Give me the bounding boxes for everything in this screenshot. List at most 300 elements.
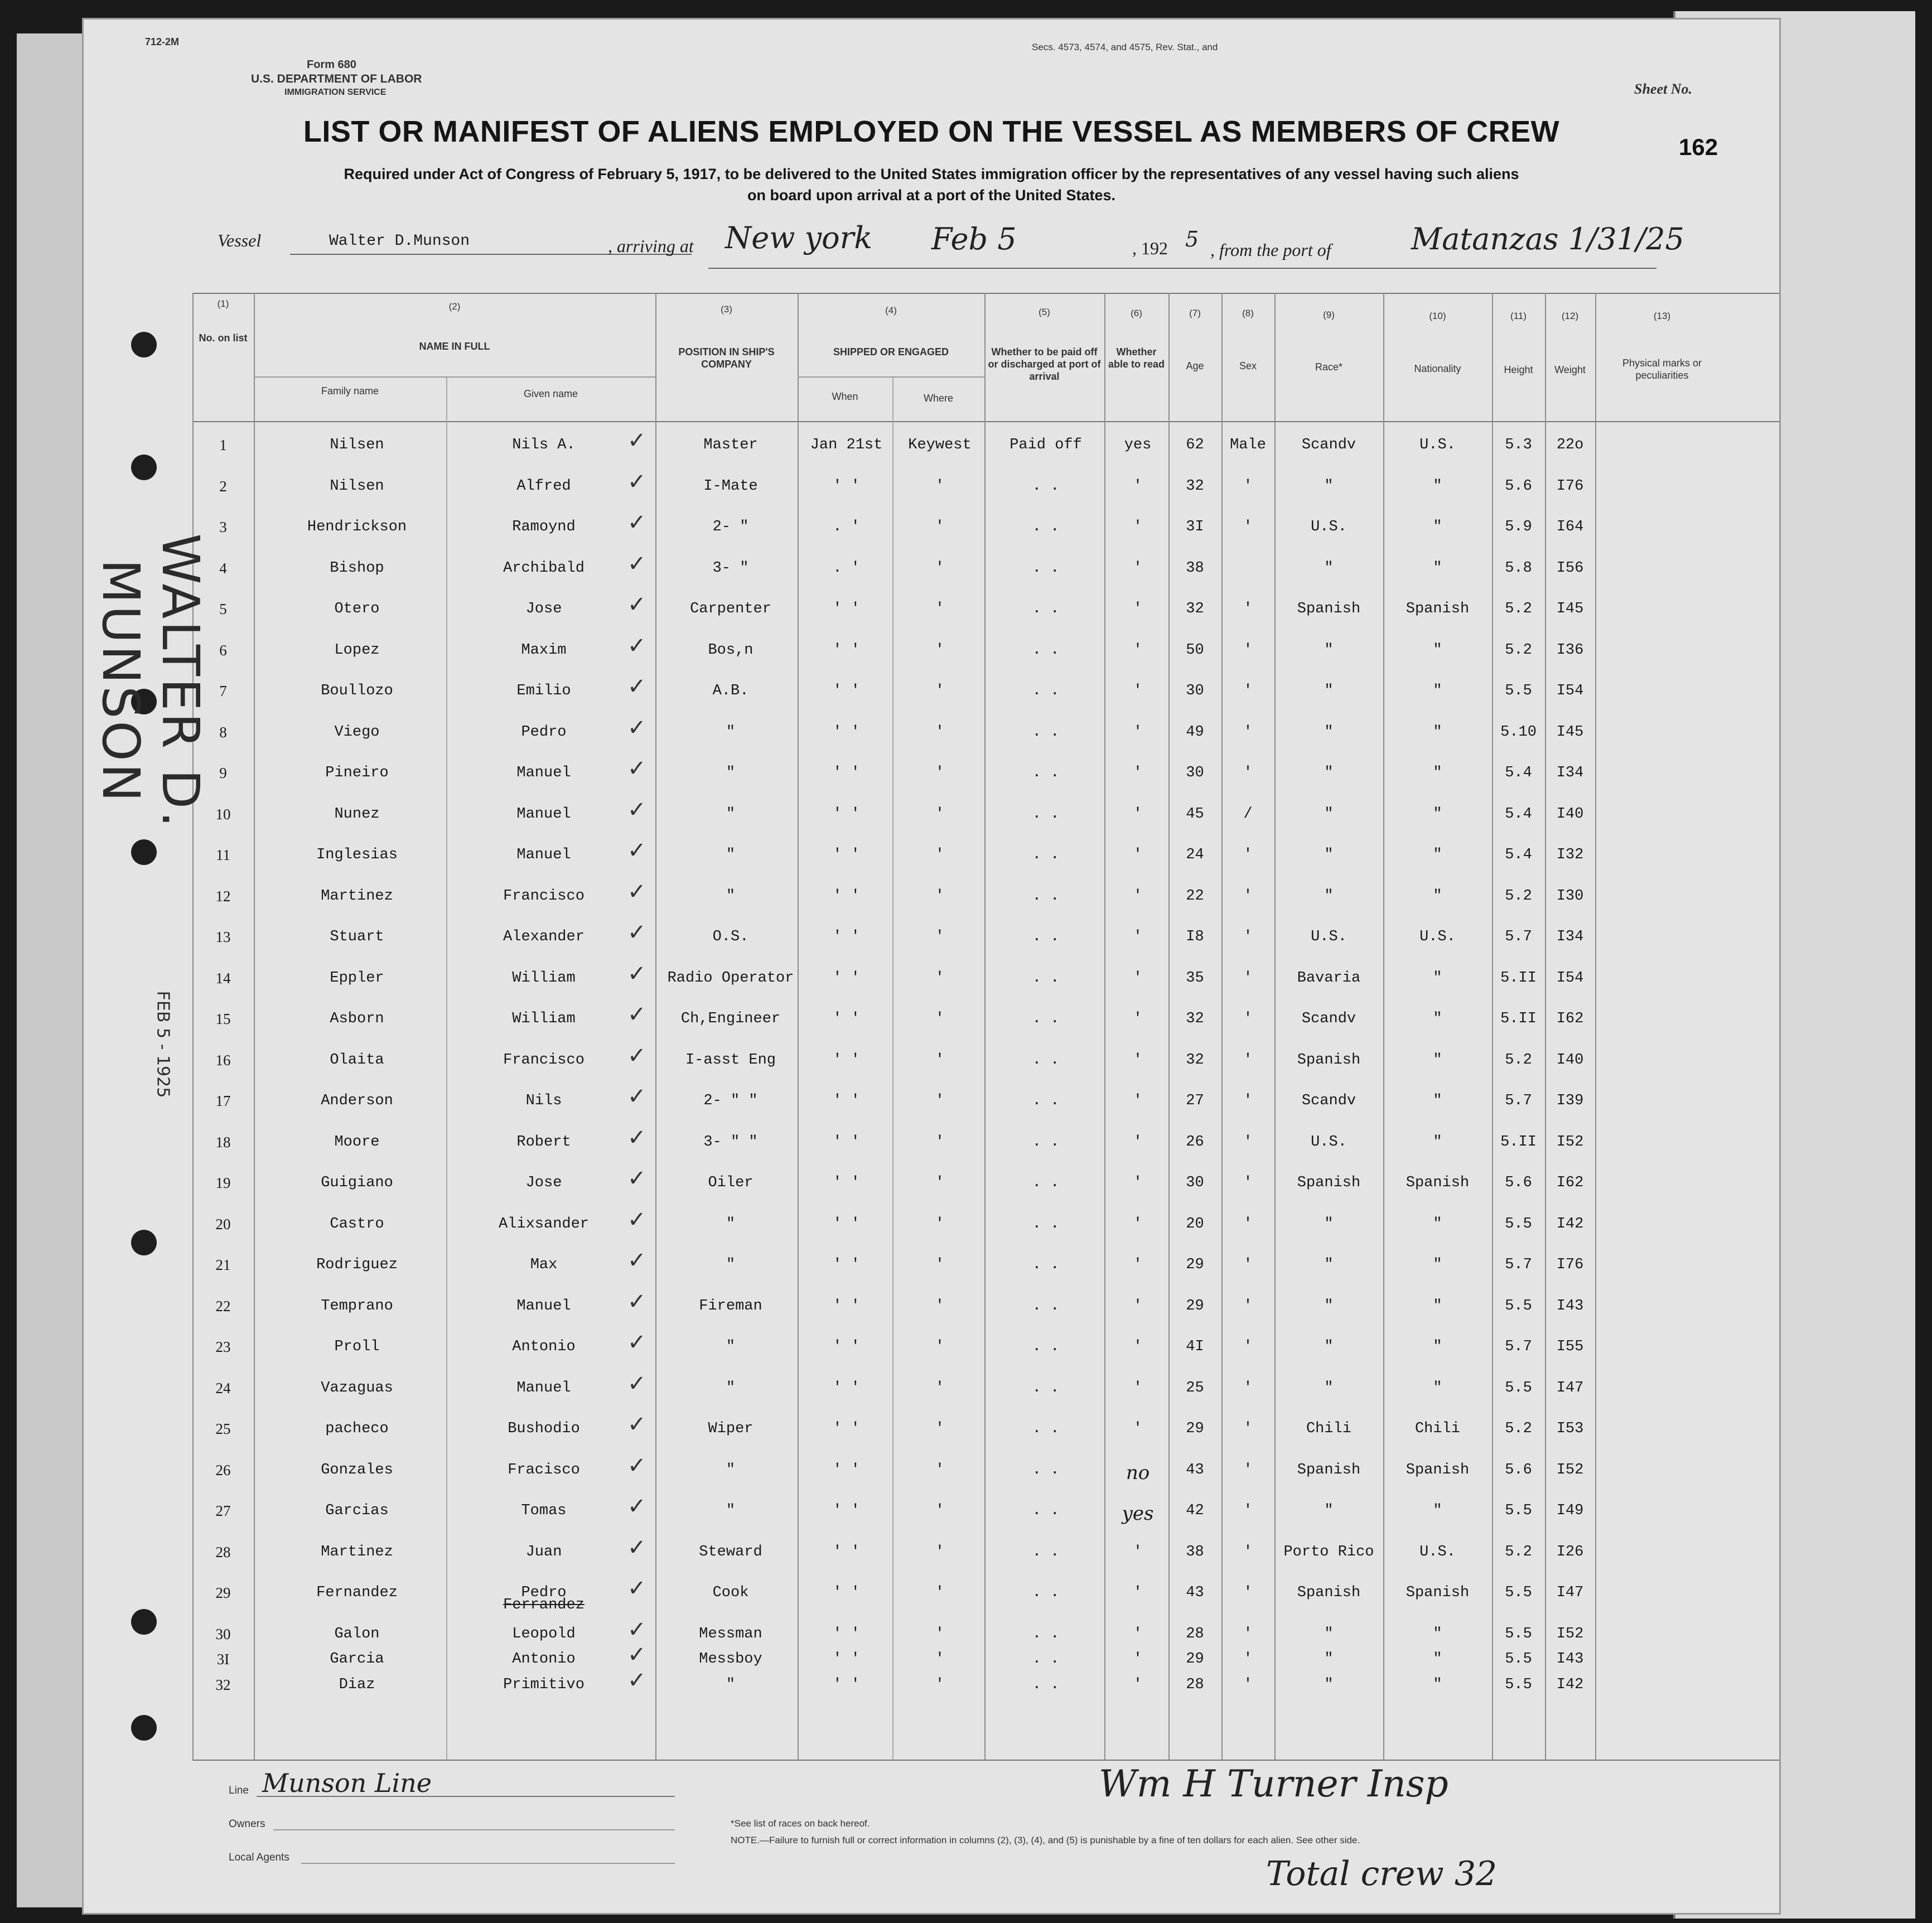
crew-read-cell: ' xyxy=(1133,969,1143,987)
crew-nationality-cell: " xyxy=(1433,1011,1442,1027)
crew-height-cell: 5.II xyxy=(1500,1011,1537,1027)
crew-when-cell: ' ' xyxy=(833,1175,860,1191)
check-mark-icon: ✓ xyxy=(627,632,646,659)
crew-given-cell: Nils xyxy=(525,1093,562,1109)
crew-no-cell: 3 xyxy=(219,519,227,535)
crew-position-cell: Ch,Engineer xyxy=(680,1011,781,1027)
crew-weight-cell: I36 xyxy=(1556,641,1584,659)
crew-race-cell: " xyxy=(1324,559,1334,577)
crew-when-cell: ' ' xyxy=(833,1011,860,1027)
check-mark-icon: ✓ xyxy=(627,1667,646,1693)
crew-when-cell: ' ' xyxy=(833,1584,860,1601)
crew-weight-cell: I62 xyxy=(1556,1011,1584,1027)
crew-nationality-cell: " xyxy=(1433,723,1442,741)
crew-read-cell: ' xyxy=(1133,683,1143,699)
crew-where-cell: ' xyxy=(935,1543,945,1560)
crew-weight-cell: I43 xyxy=(1556,1651,1584,1668)
crew-race-cell: Scandv xyxy=(1301,1093,1356,1109)
crew-paid-cell: . . xyxy=(1032,1651,1060,1668)
crew-no-cell: 20 xyxy=(215,1215,231,1233)
check-mark-icon: ✓ xyxy=(627,1494,646,1519)
crew-paid-cell: . . xyxy=(1032,519,1060,535)
col4-where-head: Where xyxy=(923,393,953,404)
col1-head: No. on list xyxy=(199,332,248,344)
crew-sex-cell: ' xyxy=(1243,1297,1253,1315)
crew-race-cell: " xyxy=(1324,1257,1334,1273)
crew-height-cell: 5.2 xyxy=(1505,1051,1532,1069)
crew-sex-cell: ' xyxy=(1243,765,1253,781)
crew-nationality-cell: " xyxy=(1433,477,1442,495)
crew-given-cell: Robert xyxy=(516,1133,571,1151)
crew-position-cell: Carpenter xyxy=(690,601,771,617)
crew-paid-cell: . . xyxy=(1032,1625,1060,1642)
crew-position-cell: Radio Operator xyxy=(667,969,794,987)
crew-weight-cell: I32 xyxy=(1556,847,1584,863)
col1-num: (1) xyxy=(217,298,229,309)
crew-when-cell: Jan 21st xyxy=(810,437,883,453)
crew-height-cell: 5.2 xyxy=(1505,1420,1532,1437)
arrival-date: Feb 5 xyxy=(931,221,1017,257)
crew-sex-cell: ' xyxy=(1243,1625,1253,1642)
crew-sex-cell: ' xyxy=(1243,1502,1253,1519)
crew-no-cell: 4 xyxy=(219,559,227,577)
crew-height-cell: 5.7 xyxy=(1505,1257,1532,1273)
crew-weight-cell: I39 xyxy=(1556,1093,1584,1109)
col4-num: (4) xyxy=(885,305,897,316)
service: IMMIGRATION SERVICE xyxy=(284,88,387,97)
sheet-label: Sheet No. xyxy=(1634,81,1692,97)
punch-hole xyxy=(131,332,157,357)
year-digit: 5 xyxy=(1185,227,1199,252)
crew-sex-cell: ' xyxy=(1243,477,1253,495)
crew-given-cell: Leopold xyxy=(512,1625,576,1642)
crew-family-cell: Pineiro xyxy=(325,765,389,781)
crew-given-cell: Alfred xyxy=(516,477,571,495)
crew-race-cell: Chili xyxy=(1306,1420,1351,1437)
crew-sex-cell: ' xyxy=(1243,1175,1253,1191)
crew-read-cell: ' xyxy=(1133,1584,1143,1601)
crew-given-cell: Juan xyxy=(525,1543,562,1560)
owners-label: Owners xyxy=(229,1818,265,1830)
check-mark-icon: ✓ xyxy=(627,510,646,535)
check-mark-icon: ✓ xyxy=(627,1124,646,1151)
crew-read-cell: ' xyxy=(1133,1543,1143,1560)
crew-when-cell: ' ' xyxy=(833,1133,860,1151)
crew-paid-cell: . . xyxy=(1032,1420,1060,1437)
crew-race-cell: " xyxy=(1324,723,1334,741)
crew-position-cell: " xyxy=(726,1502,736,1519)
crew-position-cell: Steward xyxy=(699,1543,762,1560)
crew-sex-cell: ' xyxy=(1243,1420,1253,1437)
crew-race-cell: " xyxy=(1324,847,1334,863)
crew-height-cell: 5.8 xyxy=(1505,559,1532,577)
crew-race-cell: " xyxy=(1324,887,1334,905)
crew-nationality-cell: " xyxy=(1433,1651,1442,1668)
crew-when-cell: ' ' xyxy=(833,1297,860,1315)
crew-family-cell: Fernandez xyxy=(316,1584,398,1601)
col11-head: Height xyxy=(1504,364,1533,375)
col12-num: (12) xyxy=(1561,311,1579,321)
crew-when-cell: ' ' xyxy=(833,1625,860,1642)
crew-height-cell: 5.5 xyxy=(1505,1584,1532,1601)
subhead-rule xyxy=(798,376,984,378)
crew-age-cell: 4I xyxy=(1186,1339,1204,1355)
col7-num: (7) xyxy=(1189,308,1201,318)
crew-weight-cell: I47 xyxy=(1556,1584,1584,1601)
crew-weight-cell: I34 xyxy=(1556,929,1584,945)
col3-num: (3) xyxy=(721,304,732,315)
crew-paid-cell: . . xyxy=(1032,601,1060,617)
crew-sex-cell: ' xyxy=(1243,1461,1253,1479)
crew-no-cell: 7 xyxy=(219,683,227,699)
crew-read-cell: yes xyxy=(1122,1502,1154,1525)
crew-family-cell: Martinez xyxy=(321,887,393,905)
crew-no-cell: 26 xyxy=(215,1461,231,1479)
check-mark-icon: ✓ xyxy=(627,878,646,905)
crew-height-cell: 5.6 xyxy=(1505,1175,1532,1191)
crew-read-cell: ' xyxy=(1133,1133,1143,1151)
crew-race-cell: Scandv xyxy=(1301,437,1356,453)
crew-position-cell: I-Mate xyxy=(703,477,758,495)
crew-position-cell: Wiper xyxy=(708,1420,754,1437)
col-rule xyxy=(984,293,986,1760)
check-mark-icon: ✓ xyxy=(627,1534,646,1560)
crew-nationality-cell: Chili xyxy=(1414,1420,1460,1437)
col10-head: Nationality xyxy=(1414,363,1461,374)
crew-given-cell: Francisco xyxy=(503,1051,585,1069)
check-mark-icon: ✓ xyxy=(627,1084,646,1109)
col5-head: Whether to be paid off or discharged at port of arrival xyxy=(988,346,1101,382)
crew-when-cell: ' ' xyxy=(833,1651,860,1668)
crew-where-cell: Keywest xyxy=(908,437,972,453)
crew-age-cell: 20 xyxy=(1186,1215,1204,1233)
crew-given-cell: Manuel xyxy=(516,805,571,823)
from-port: Matanzas 1/31/25 xyxy=(1411,221,1684,257)
crew-sex-cell: ' xyxy=(1243,683,1253,699)
crew-nationality-cell: " xyxy=(1433,683,1442,699)
crew-no-cell: 27 xyxy=(215,1502,231,1519)
subtitle-line-1: Required under Act of Congress of February 5, 1917, to be delivered to the United States immigration officer by the representatives of any vessel having such aliens xyxy=(344,166,1519,182)
crew-height-cell: 5.5 xyxy=(1505,1651,1532,1668)
crew-position-cell: Master xyxy=(703,437,758,453)
col9-num: (9) xyxy=(1323,310,1335,320)
check-mark-icon: ✓ xyxy=(627,1642,646,1668)
crew-age-cell: 32 xyxy=(1186,1011,1204,1027)
crew-no-cell: 17 xyxy=(215,1093,231,1109)
col4-when-head: When xyxy=(832,391,858,402)
sheet-number: 162 xyxy=(1679,134,1718,160)
crew-weight-cell: I42 xyxy=(1556,1676,1584,1693)
total-crew: Total crew 32 xyxy=(1266,1854,1498,1893)
check-mark-icon: ✓ xyxy=(627,920,646,945)
crew-weight-cell: I47 xyxy=(1556,1379,1584,1397)
crew-given-cell: Antonio xyxy=(512,1651,576,1668)
crew-weight-cell: I52 xyxy=(1556,1461,1584,1479)
check-mark-icon: ✓ xyxy=(627,1288,646,1315)
punch-hole xyxy=(131,1715,157,1741)
manifest-sheet xyxy=(84,20,1779,1913)
crew-race-cell: U.S. xyxy=(1311,929,1347,945)
crew-height-cell: 5.2 xyxy=(1505,641,1532,659)
col13-head: Physical marks or peculiarities xyxy=(1622,357,1702,381)
crew-read-cell: ' xyxy=(1133,1651,1143,1668)
crew-read-cell: ' xyxy=(1133,641,1143,659)
crew-position-cell: " xyxy=(726,765,736,781)
crew-nationality-cell: " xyxy=(1433,519,1442,535)
crew-read-cell: ' xyxy=(1133,601,1143,617)
crew-read-cell: ' xyxy=(1133,1257,1143,1273)
crew-paid-cell: . . xyxy=(1032,969,1060,987)
crew-weight-cell: I64 xyxy=(1556,519,1584,535)
crew-when-cell: ' ' xyxy=(833,1093,860,1109)
crew-no-cell: 6 xyxy=(219,641,227,659)
crew-position-cell: Oiler xyxy=(708,1175,754,1191)
crew-paid-cell: . . xyxy=(1032,1215,1060,1233)
crew-where-cell: ' xyxy=(935,847,945,863)
crew-paid-cell: . . xyxy=(1032,1093,1060,1109)
crew-age-cell: 29 xyxy=(1186,1297,1204,1315)
crew-position-cell: 2- " xyxy=(712,519,749,535)
crew-weight-cell: I76 xyxy=(1556,1257,1584,1273)
check-mark-icon: ✓ xyxy=(627,1206,646,1233)
crew-family-cell: Asborn xyxy=(330,1011,384,1027)
crew-age-cell: 28 xyxy=(1186,1676,1204,1693)
crew-weight-cell: I54 xyxy=(1556,683,1584,699)
crew-race-cell: Scandv xyxy=(1301,1011,1356,1027)
arriving-port: New york xyxy=(725,220,873,255)
crew-age-cell: 35 xyxy=(1186,969,1204,987)
crew-sex-cell: ' xyxy=(1243,1379,1253,1397)
crew-position-cell: Fireman xyxy=(699,1297,762,1315)
check-mark-icon: ✓ xyxy=(627,468,646,495)
crew-weight-cell: I26 xyxy=(1556,1543,1584,1560)
crew-weight-cell: I42 xyxy=(1556,1215,1584,1233)
crew-weight-cell: I52 xyxy=(1556,1625,1584,1642)
crew-when-cell: . ' xyxy=(833,519,860,535)
crew-height-cell: 5.2 xyxy=(1505,601,1532,617)
crew-where-cell: ' xyxy=(935,1257,945,1273)
crew-height-cell: 5.4 xyxy=(1505,765,1532,781)
crew-nationality-cell: " xyxy=(1433,1051,1442,1069)
crew-position-cell: 3- " " xyxy=(703,1133,758,1151)
crew-paid-cell: . . xyxy=(1032,929,1060,945)
crew-age-cell: 50 xyxy=(1186,641,1204,659)
crew-given-cell: Alexander xyxy=(503,929,585,945)
crew-sex-cell: ' xyxy=(1243,601,1253,617)
col11-num: (11) xyxy=(1510,311,1527,321)
crew-paid-cell: . . xyxy=(1032,723,1060,741)
inspector-signature: Wm H Turner Insp xyxy=(1099,1762,1448,1805)
crew-given-cell: Manuel xyxy=(516,1379,571,1397)
crew-weight-cell: I54 xyxy=(1556,969,1584,987)
crew-paid-cell: . . xyxy=(1032,641,1060,659)
crew-race-cell: Spanish xyxy=(1297,1051,1361,1069)
crew-weight-cell: I55 xyxy=(1556,1339,1584,1355)
crew-position-cell: " xyxy=(726,1339,736,1355)
crew-paid-cell: . . xyxy=(1032,847,1060,863)
crew-race-cell: " xyxy=(1324,477,1334,495)
crew-read-cell: ' xyxy=(1133,805,1143,823)
crew-no-cell: 10 xyxy=(215,805,231,823)
crew-family-cell: Nilsen xyxy=(330,437,384,453)
crew-nationality-cell: " xyxy=(1433,847,1442,863)
crew-read-cell: ' xyxy=(1133,1215,1143,1233)
agents-underline xyxy=(301,1863,675,1864)
crew-race-cell: " xyxy=(1324,1379,1334,1397)
crew-where-cell: ' xyxy=(935,641,945,659)
crew-where-cell: ' xyxy=(935,559,945,577)
crew-weight-cell: I40 xyxy=(1556,1051,1584,1069)
crew-given-cell: Manuel xyxy=(516,1297,571,1315)
crew-no-cell: 14 xyxy=(215,969,231,987)
crew-position-cell: " xyxy=(726,1257,736,1273)
crew-when-cell: ' ' xyxy=(833,1379,860,1397)
crew-sex-cell: ' xyxy=(1243,1093,1253,1109)
crew-when-cell: ' ' xyxy=(833,1420,860,1437)
crew-given-cell: Manuel xyxy=(516,765,571,781)
crew-read-cell: ' xyxy=(1133,559,1143,577)
crew-race-cell: " xyxy=(1324,1625,1334,1642)
crew-race-cell: Porto Rico xyxy=(1283,1543,1374,1560)
crew-read-cell: ' xyxy=(1133,1011,1143,1027)
crew-height-cell: 5.7 xyxy=(1505,1093,1532,1109)
crew-read-cell: ' xyxy=(1133,1051,1143,1069)
crew-no-cell: 12 xyxy=(215,887,231,905)
crew-age-cell: 38 xyxy=(1186,559,1204,577)
crew-given-cell: Fracisco xyxy=(508,1461,580,1479)
voyage-underline xyxy=(708,268,1656,269)
crew-height-cell: 5.3 xyxy=(1505,437,1532,453)
crew-when-cell: ' ' xyxy=(833,1339,860,1355)
crew-family-cell: Anderson xyxy=(321,1093,393,1109)
crew-given-struck-cell: Ferrandez xyxy=(503,1597,585,1613)
crew-paid-cell: . . xyxy=(1032,1584,1060,1601)
crew-sex-cell: ' xyxy=(1243,1339,1253,1355)
crew-race-cell: U.S. xyxy=(1311,1133,1347,1151)
crew-sex-cell: ' xyxy=(1243,519,1253,535)
col2-head: NAME IN FULL xyxy=(419,341,490,352)
crew-race-cell: " xyxy=(1324,641,1334,659)
check-mark-icon: ✓ xyxy=(627,1330,646,1355)
crew-family-cell: Galon xyxy=(334,1625,380,1642)
crew-family-cell: Olaita xyxy=(330,1051,384,1069)
crew-family-cell: Diaz xyxy=(339,1676,375,1693)
vessel-name: Walter D.Munson xyxy=(329,233,470,250)
subtitle-line-2: on board upon arrival at a port of the United States. xyxy=(747,187,1116,204)
crew-position-cell: " xyxy=(726,847,736,863)
crew-paid-cell: . . xyxy=(1032,765,1060,781)
crew-nationality-cell: Spanish xyxy=(1405,1175,1470,1191)
crew-age-cell: 45 xyxy=(1186,805,1204,823)
check-mark-icon: ✓ xyxy=(627,1576,646,1601)
crew-height-cell: 5.5 xyxy=(1505,1625,1532,1642)
crew-family-cell: Castro xyxy=(330,1215,384,1233)
crew-where-cell: ' xyxy=(935,765,945,781)
crew-position-cell: " xyxy=(726,1215,736,1233)
crew-when-cell: ' ' xyxy=(833,641,860,659)
table-top-rule xyxy=(192,293,1779,294)
crew-nationality-cell: " xyxy=(1433,765,1442,781)
crew-given-cell: William xyxy=(512,1011,576,1027)
crew-when-cell: ' ' xyxy=(833,805,860,823)
crew-weight-cell: I49 xyxy=(1556,1502,1584,1519)
crew-paid-cell: . . xyxy=(1032,1175,1060,1191)
subhead-rule xyxy=(254,376,655,378)
crew-height-cell: 5.5 xyxy=(1505,1379,1532,1397)
crew-age-cell: 32 xyxy=(1186,1051,1204,1069)
crew-when-cell: ' ' xyxy=(833,683,860,699)
col8-num: (8) xyxy=(1242,308,1254,318)
col8-head: Sex xyxy=(1239,360,1257,371)
col-rule xyxy=(1104,293,1105,1760)
vessel-name-stamp: WALTER D. MUNSON xyxy=(91,533,210,830)
crew-read-cell: ' xyxy=(1133,1420,1143,1437)
crew-when-cell: ' ' xyxy=(833,929,860,945)
crew-family-cell: Nilsen xyxy=(330,477,384,495)
crew-when-cell: ' ' xyxy=(833,1215,860,1233)
col-rule xyxy=(892,376,893,1760)
crew-age-cell: 42 xyxy=(1186,1502,1204,1519)
crew-race-cell: " xyxy=(1324,1502,1334,1519)
statute-ref: Secs. 4573, 4574, and 4575, Rev. Stat., and xyxy=(1032,42,1218,52)
crew-family-cell: Moore xyxy=(334,1133,380,1151)
crew-when-cell: ' ' xyxy=(833,1502,860,1519)
crew-no-cell: 16 xyxy=(215,1051,231,1069)
crew-sex-cell: ' xyxy=(1243,1676,1253,1693)
crew-paid-cell: . . xyxy=(1032,1379,1060,1397)
crew-height-cell: 5.5 xyxy=(1505,683,1532,699)
col-rule xyxy=(446,376,447,1760)
crew-paid-cell: . . xyxy=(1032,887,1060,905)
col4-head: SHIPPED OR ENGAGED xyxy=(833,346,949,357)
crew-when-cell: ' ' xyxy=(833,1257,860,1273)
crew-sex-cell: Male xyxy=(1230,437,1266,453)
crew-weight-cell: I56 xyxy=(1556,559,1584,577)
check-mark-icon: ✓ xyxy=(627,1042,646,1069)
crew-family-cell: Garcias xyxy=(325,1502,389,1519)
crew-family-cell: Stuart xyxy=(330,929,384,945)
crew-given-cell: Pedro xyxy=(521,1584,567,1601)
crew-nationality-cell: U.S. xyxy=(1419,1543,1456,1560)
crew-where-cell: ' xyxy=(935,929,945,945)
crew-no-cell: 1 xyxy=(219,437,227,453)
crew-age-cell: 29 xyxy=(1186,1651,1204,1668)
crew-where-cell: ' xyxy=(935,1133,945,1151)
crew-age-cell: 3I xyxy=(1186,519,1204,535)
line-value: Munson Line xyxy=(262,1768,432,1798)
crew-no-cell: 30 xyxy=(215,1625,231,1642)
crew-position-cell: " xyxy=(726,723,736,741)
crew-race-cell: Spanish xyxy=(1297,1461,1361,1479)
crew-height-cell: 5.6 xyxy=(1505,1461,1532,1479)
crew-no-cell: 24 xyxy=(215,1379,231,1397)
crew-sex-cell: ' xyxy=(1243,1257,1253,1273)
crew-nationality-cell: " xyxy=(1433,1257,1442,1273)
crew-no-cell: 28 xyxy=(215,1543,231,1560)
crew-age-cell: 43 xyxy=(1186,1461,1204,1479)
crew-given-cell: Antonio xyxy=(512,1339,576,1355)
crew-family-cell: Inglesias xyxy=(316,847,398,863)
crew-no-cell: 15 xyxy=(215,1011,231,1027)
crew-age-cell: 49 xyxy=(1186,723,1204,741)
crew-race-cell: Spanish xyxy=(1297,601,1361,617)
crew-weight-cell: I34 xyxy=(1556,765,1584,781)
check-mark-icon: ✓ xyxy=(627,838,646,863)
crew-weight-cell: I43 xyxy=(1556,1297,1584,1315)
crew-position-cell: O.S. xyxy=(712,929,749,945)
crew-given-cell: Alixsander xyxy=(498,1215,590,1233)
crew-where-cell: ' xyxy=(935,1297,945,1315)
